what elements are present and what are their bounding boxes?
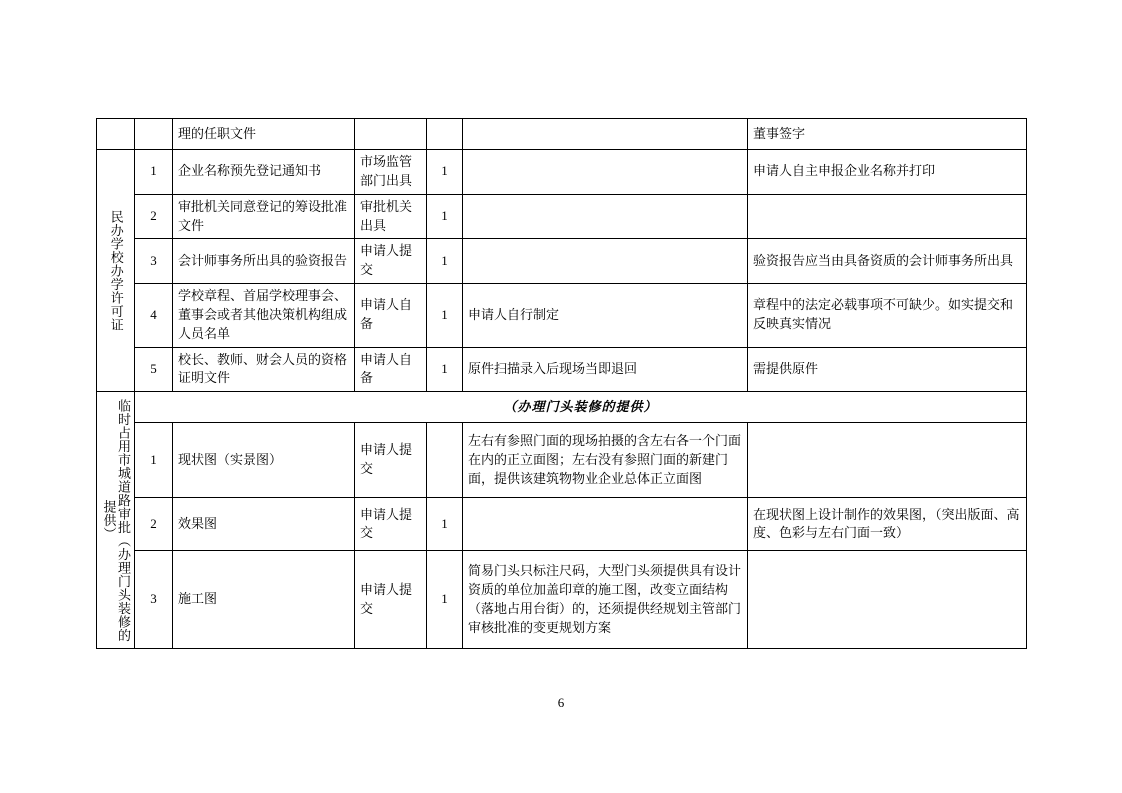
cell-note (748, 422, 1027, 497)
cell-name: 校长、教师、财会人员的资格证明文件 (173, 347, 355, 392)
cell-qty: 1 (427, 551, 463, 649)
cell-num: 2 (135, 194, 173, 239)
document-body (96, 118, 1026, 649)
cell-name: 理的任职文件 (173, 119, 355, 150)
group-label-vertical: 临时占用市城道路审批（办理门头装修的提供） (101, 398, 132, 642)
cell-num: 1 (135, 422, 173, 497)
cell-note: 在现状图上设计制作的效果图，（突出版面、高度、色彩与左右门面一致） (748, 498, 1027, 551)
cell-requirement: 简易门头只标注尺码，大型门头须提供具有设计资质的单位加盖印章的施工图，改变立面结构（落地占用台街）的，还须提供经规划主管部门审核批准的变更规划方案 (463, 551, 748, 649)
cell-qty: 1 (427, 150, 463, 195)
cell-requirement (463, 194, 748, 239)
cell-note: 验资报告应当由具备资质的会计师事务所出具 (748, 239, 1027, 284)
cell-name: 施工图 (173, 551, 355, 649)
cell-requirement: 申请人自行制定 (463, 284, 748, 348)
cell-qty: 1 (427, 498, 463, 551)
cell-source: 申请人自备 (355, 284, 427, 348)
group-label-vertical: 民办学校办学许可证 (108, 209, 124, 332)
cell-name: 企业名称预先登记通知书 (173, 150, 355, 195)
banner-row: （办理门头装修的提供） (135, 392, 1027, 423)
requirements-table (96, 118, 1027, 649)
cell-num: 4 (135, 284, 173, 348)
cell-num: 3 (135, 551, 173, 649)
cell-requirement (463, 498, 748, 551)
cell-requirement: 左右有参照门面的现场拍摄的含左右各一个门面在内的正立面图；左右没有参照门面的新建门面，提供该建筑物物业企业总体正立面图 (463, 422, 748, 497)
cell-name: 效果图 (173, 498, 355, 551)
cell-source: 申请人提交 (355, 498, 427, 551)
cell-source: 申请人提交 (355, 239, 427, 284)
cell-num: 2 (135, 498, 173, 551)
cell-num-empty (135, 119, 173, 150)
cell-requirement-empty (463, 119, 748, 150)
cell-name: 学校章程、首届学校理事会、董事会或者其他决策机构组成人员名单 (173, 284, 355, 348)
cell-name: 现状图（实景图） (173, 422, 355, 497)
cell-source: 申请人自备 (355, 347, 427, 392)
cell-qty: 1 (427, 347, 463, 392)
cell-note (748, 551, 1027, 649)
cell-name: 审批机关同意登记的筹设批准文件 (173, 194, 355, 239)
cell-qty: 1 (427, 239, 463, 284)
table-row (97, 392, 1027, 423)
cell-qty: 1 (427, 194, 463, 239)
cell-source: 申请人提交 (355, 551, 427, 649)
cell-source: 市场监管部门出具 (355, 150, 427, 195)
table-row (97, 239, 1027, 284)
cell-group-road (97, 392, 135, 649)
cell-group-empty (97, 119, 135, 150)
cell-note: 需提供原件 (748, 347, 1027, 392)
cell-source: 申请人提交 (355, 422, 427, 497)
cell-num: 5 (135, 347, 173, 392)
table-row (97, 347, 1027, 392)
table-row (97, 498, 1027, 551)
cell-note: 申请人自主申报企业名称并打印 (748, 150, 1027, 195)
table-row (97, 551, 1027, 649)
cell-qty (427, 422, 463, 497)
table-row (97, 150, 1027, 195)
table-row (97, 119, 1027, 150)
cell-note: 董事签字 (748, 119, 1027, 150)
page-number: 6 (557, 695, 565, 710)
cell-qty: 1 (427, 284, 463, 348)
cell-group-school (97, 150, 135, 392)
table-row (97, 422, 1027, 497)
cell-note: 章程中的法定必载事项不可缺少。如实提交和反映真实情况 (748, 284, 1027, 348)
table-row (97, 194, 1027, 239)
cell-requirement: 原件扫描录入后现场当即退回 (463, 347, 748, 392)
cell-qty-empty (427, 119, 463, 150)
cell-name: 会计师事务所出具的验资报告 (173, 239, 355, 284)
cell-requirement (463, 150, 748, 195)
table-row (97, 284, 1027, 348)
cell-source-empty (355, 119, 427, 150)
cell-note (748, 194, 1027, 239)
cell-num: 3 (135, 239, 173, 284)
cell-source: 审批机关出具 (355, 194, 427, 239)
cell-requirement (463, 239, 748, 284)
cell-num: 1 (135, 150, 173, 195)
